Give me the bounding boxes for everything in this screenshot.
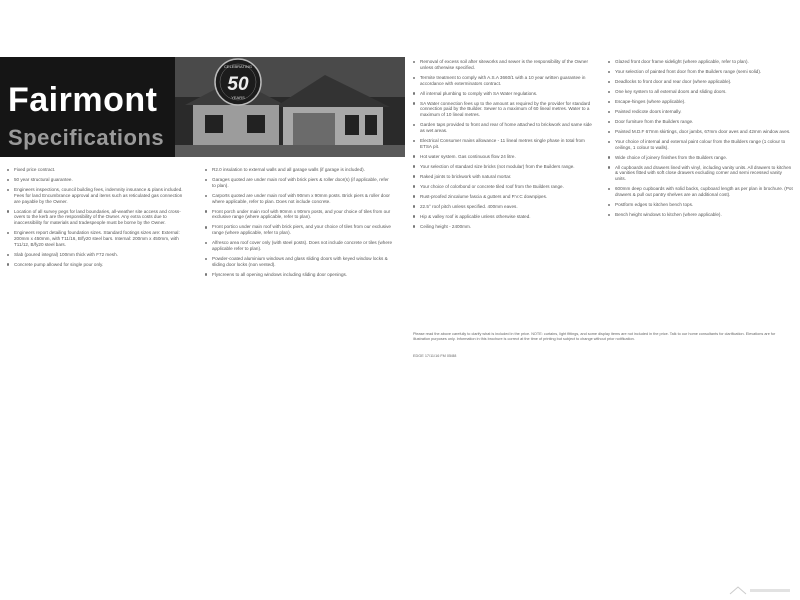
spec-item: Bench height windows to kitchen (where applicable).: [608, 212, 793, 218]
spec-item: 600mm deep cupboards with solid backs, cupboard length as per plan in brochure. (Pot drawers & pull out pantry shelves are an additional cost).: [608, 186, 793, 198]
spec-item: Your choice of colorbond or concrete tiled roof from the Builders range.: [413, 184, 593, 190]
spec-item: SA Water connection fees up to the amount as required by the provider for standard connection paid by the Builder. Sewer to a maximum of 60 lineal metres. Water to a maximum of 10 lineal metres.: [413, 101, 593, 118]
spec-item: Alfresco area roof cover only (with steel posts). Does not include concrete or tiles (where applicable refer to plan).: [205, 240, 393, 252]
spec-item: Concrete pump allowed for single pour only.: [7, 262, 187, 268]
spec-item: Door furniture from the Builders range.: [608, 119, 793, 125]
spec-item: Your choice of internal and external paint colour from the Builders range (1 colour to ceilings, 1 colour to walls).: [608, 139, 793, 151]
spec-item: Painted redicote doors internally.: [608, 109, 793, 115]
spec-item: Rust-proofed zincalume fascia & gutters and P.V.C downpipes.: [413, 194, 593, 200]
spec-item: Hot water system. Gas continuous flow 24 litre.: [413, 154, 593, 160]
spec-item: Front porch under main roof with 90mm x 90mm posts, and your choice of tiles from our exclusive range (where applicable, refer to plan).: [205, 209, 393, 221]
page-title: Fairmont: [8, 81, 158, 119]
spec-column-1: [7, 167, 187, 272]
house-image: [175, 57, 405, 157]
spec-column-3: [413, 59, 593, 234]
spec-column-2: [205, 167, 393, 282]
spec-item: Painted M.D.F 67mm skirtings, door jambs, 67mm door aves and 42mm window aves.: [608, 129, 793, 135]
spec-item: Slab (poured integral) 100mm thick with F72 mesh.: [7, 252, 187, 258]
spec-item: Postform edges to kitchen bench tops.: [608, 202, 793, 208]
spec-item: Engineers report detailing foundation sizes. Standard footings sizes are: External: 200mm x 450mm, with T11/16, B/fy20 steel bars. Internal: 200mm x 450mm, with T11/12, B/fy20 steel bars.: [7, 230, 187, 247]
spec-item: Front portico under main roof with brick piers, and your choice of tiles from our exclusive range (where applicable, refer to plan).: [205, 224, 393, 236]
spec-item: 50 year structural guarantee.: [7, 177, 187, 183]
document-code: EDGE 17/11/16 FM 05/88: [413, 354, 457, 358]
badge-number: 50: [227, 74, 249, 95]
spec-item: Flyscreens to all opening windows including sliding door openings.: [205, 272, 393, 278]
spec-item: R2.0 insulation to external walls and all garage walls (if garage is included).: [205, 167, 393, 173]
header-banner: [0, 57, 405, 157]
spec-item: 22.5° roof pitch unless specified. 400mm eaves.: [413, 204, 593, 210]
spec-item: Powder-coated aluminium windows and glass sliding doors with keyed window locks & sliding door locks (non vented).: [205, 256, 393, 268]
spec-item: Fixed price contract.: [7, 167, 187, 173]
spec-item: Deadlocks to front door and rear door (where applicable).: [608, 79, 793, 85]
spec-item: All cupboards and drawers lined with vinyl, including vanity units. All drawers to kitchen & vanities fitted with soft close drawers excluding corner and semi recessed vanity units.: [608, 165, 793, 182]
spec-column-4: [608, 59, 793, 222]
anniversary-badge-icon: [213, 57, 263, 107]
spec-item: Ceiling height - 2400mm.: [413, 224, 593, 230]
watermark-logo-icon: [728, 584, 792, 596]
spec-item: Your selection of standard size bricks (not modular) from the Builders range.: [413, 164, 593, 170]
spec-item: Garages quoted are under main roof with brick piers & roller door(s) (if applicable, refer to plan).: [205, 177, 393, 189]
spec-item: Termite treatment to comply with A.S.A 3660/1 with a 10 year written guarantee in accordance with exterminators contract.: [413, 75, 593, 87]
spec-item: Glazed front door frame sidelight (where applicable, refer to plan).: [608, 59, 793, 65]
spec-item: Garden taps provided to front and rear of home attached to brickwork and same side as wet areas.: [413, 122, 593, 134]
spec-item: One key system to all external doors and sliding doors.: [608, 89, 793, 95]
disclaimer-text: Please read the above carefully to clarify what is included in the price. NOTE: curtains, light fittings, and some display items are not included in the price. Talk to our home consultants for clarification. Elevations are for illustration purposes only. Information in this brochure is correct at the time of printing but subject to change without prior notification.: [413, 332, 776, 341]
spec-item: Hip & valley roof is applicable unless otherwise stated.: [413, 214, 593, 220]
spec-item: Your selection of painted front door from the Builders range (semi solid).: [608, 69, 793, 75]
spec-item: All internal plumbing to comply with SA Water regulations.: [413, 91, 593, 97]
spec-item: Wide choice of joinery finishes from the Builders range.: [608, 155, 793, 161]
spec-item: Location of all survey pegs for land boundaries, all-weather site access and cross-overs to the kerb are the responsibility of the Owner. Any extra costs due to inaccessibility for materials and tradespeople must be borne by the Owner.: [7, 209, 187, 226]
spec-item: Removal of excess soil after siteworks and sewer is the responsibility of the Owner unless otherwise specified.: [413, 59, 593, 71]
badge-top-text: CELEBRATING: [224, 64, 252, 69]
spec-item: Electrical Consumer mains allowance - 11 lineal metres single phase in total from ETSA pit.: [413, 138, 593, 150]
badge-bottom-text: YEARS: [231, 95, 245, 100]
spec-item: Carports quoted are under main roof with 90mm x 90mm posts. Brick piers & roller door where applicable, refer to plan. Does not include concrete.: [205, 193, 393, 205]
spec-item: Escape-hinges (where applicable).: [608, 99, 793, 105]
page-subtitle: Specifications: [8, 125, 165, 150]
spec-item: Engineers inspections, council building fees, indemnity insurance & plans included. Fees for land Encumbrance approval and items such as reticulated gas connection are payable by the Owner.: [7, 187, 187, 204]
spec-item: Raked joints to brickwork with natural mortar.: [413, 174, 593, 180]
